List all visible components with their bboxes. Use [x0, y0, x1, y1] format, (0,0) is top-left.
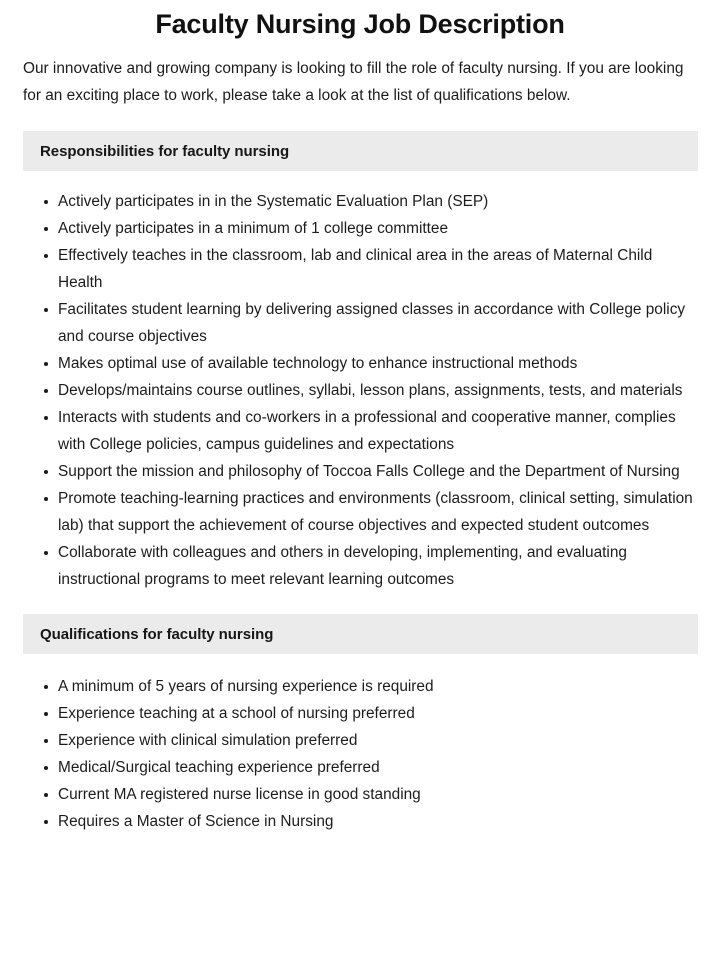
- list-item: Actively participates in a minimum of 1 college committee: [0, 215, 720, 242]
- list-item: Medical/Surgical teaching experience preferred: [0, 754, 720, 781]
- list-item: Experience teaching at a school of nursing preferred: [0, 700, 720, 727]
- list-item: Support the mission and philosophy of Toccoa Falls College and the Department of Nursing: [0, 458, 720, 485]
- list-item: Collaborate with colleagues and others in developing, implementing, and evaluating instructional programs to meet relevant learning outcomes: [0, 539, 720, 593]
- list-item: Actively participates in in the Systematic Evaluation Plan (SEP): [0, 188, 720, 215]
- list-item: Makes optimal use of available technology to enhance instructional methods: [0, 350, 720, 377]
- list-item: Current MA registered nurse license in good standing: [0, 781, 720, 808]
- list-item: Facilitates student learning by delivering assigned classes in accordance with College policy and course objectives: [0, 296, 720, 350]
- page-title: Faculty Nursing Job Description: [155, 9, 565, 39]
- list-item: Requires a Master of Science in Nursing: [0, 808, 720, 835]
- list-item: Effectively teaches in the classroom, lab and clinical area in the areas of Maternal Child Health: [0, 242, 720, 296]
- section-header-qualifications-label: Qualifications for faculty nursing: [40, 625, 274, 643]
- qualifications-list: [0, 673, 720, 835]
- list-item: Experience with clinical simulation preferred: [0, 727, 720, 754]
- section-header-responsibilities: [23, 131, 698, 171]
- responsibilities-list: [0, 188, 720, 593]
- intro-paragraph: Our innovative and growing company is looking to fill the role of faculty nursing. If you are looking for an exciting place to work, please take a look at the list of qualifications below.: [23, 60, 684, 104]
- section-header-responsibilities-label: Responsibilities for faculty nursing: [40, 142, 290, 160]
- list-item: Interacts with students and co-workers in a professional and cooperative manner, complies with College policies, campus guidelines and expectations: [0, 404, 720, 458]
- list-item: Promote teaching-learning practices and environments (classroom, clinical setting, simulation lab) that support the achievement of course objectives and expected student outcomes: [0, 485, 720, 539]
- list-item: Develops/maintains course outlines, syllabi, lesson plans, assignments, tests, and materials: [0, 377, 720, 404]
- section-header-qualifications: [23, 614, 698, 654]
- list-item: A minimum of 5 years of nursing experience is required: [0, 673, 720, 700]
